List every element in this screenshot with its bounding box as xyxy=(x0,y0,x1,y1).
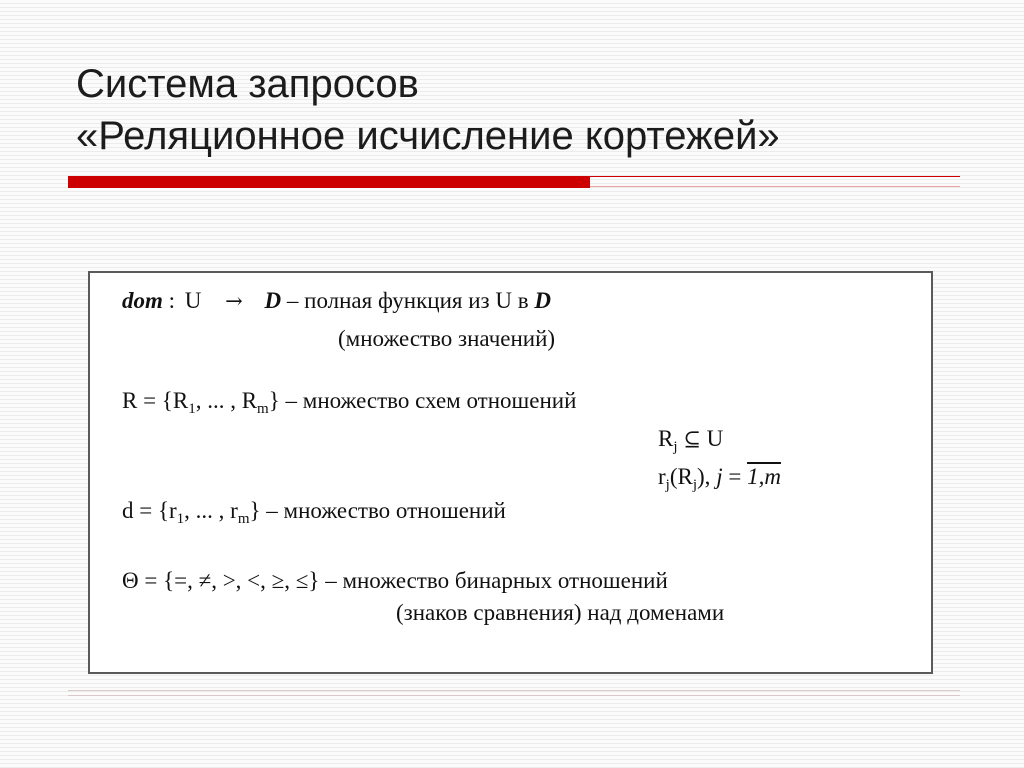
subset-lhs: R xyxy=(658,426,674,451)
subset-formula xyxy=(658,425,723,453)
relation-eq: = xyxy=(728,464,742,489)
relation-close: ), xyxy=(697,464,711,489)
subset-sub: j xyxy=(673,439,678,455)
slide-title-line-2: «Реляционное исчисление кортежей» xyxy=(76,114,780,158)
title-divider-line-faint xyxy=(590,186,960,187)
dom-colon: : xyxy=(168,288,176,313)
relation-open: (R xyxy=(669,464,693,489)
schemas-sub-1: 1 xyxy=(188,401,196,417)
subset-rhs: U xyxy=(706,426,724,451)
schemas-rhs: } – множество схем отношений xyxy=(268,388,577,413)
footer-divider-line xyxy=(68,690,960,691)
schemas-definition xyxy=(122,387,576,415)
dom-note: (множество значений) xyxy=(338,326,556,351)
dom-preposition: в xyxy=(517,288,529,313)
dom-function-name: dom xyxy=(122,288,163,313)
theta-note: (знаков сравнения) над доменами xyxy=(396,600,725,625)
schemas-sub-m: m xyxy=(257,401,269,417)
relations-sub-1: 1 xyxy=(176,511,185,527)
title-divider-line xyxy=(590,176,960,177)
dom-set-ref: U xyxy=(495,288,512,313)
relations-lhs: d = {r xyxy=(122,498,177,523)
footer-divider-line-faint xyxy=(68,695,960,696)
relation-formula xyxy=(658,463,781,491)
dom-definition xyxy=(122,287,551,315)
theta-definition: Θ = {=, ≠, >, <, ≥, ≤} – множество бинарных отношений xyxy=(122,568,668,593)
title-accent-bar xyxy=(68,176,590,188)
dom-description: полная функция из xyxy=(304,288,490,313)
relations-sub-m: m xyxy=(237,511,250,527)
dom-codomain: D xyxy=(264,288,282,313)
dom-codomain-ref: D xyxy=(534,288,551,313)
relations-definition xyxy=(122,497,506,525)
relation-r: r xyxy=(658,464,666,489)
dom-arrow: → xyxy=(225,289,243,313)
slide-title-line-1: Система запросов xyxy=(76,62,419,106)
relation-sub-R: j xyxy=(692,477,698,493)
relation-index: j xyxy=(716,464,723,489)
relations-rhs: } – множество отношений xyxy=(249,498,506,523)
relation-range: 1,m xyxy=(747,464,781,489)
slide-title xyxy=(76,58,976,162)
schemas-mid: , ... , R xyxy=(195,388,258,413)
subset-op: ⊆ xyxy=(683,427,701,451)
schemas-lhs: R = {R xyxy=(122,388,189,413)
formula-box xyxy=(88,271,933,674)
relation-sub-r: j xyxy=(665,477,670,493)
relations-mid: , ... , r xyxy=(184,498,238,523)
dom-domain-set: U xyxy=(184,288,202,313)
dom-dash: – xyxy=(286,288,299,313)
